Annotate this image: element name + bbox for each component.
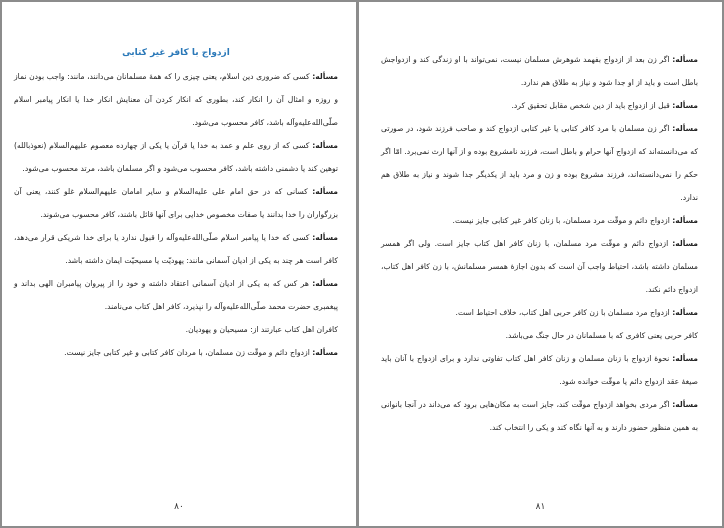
paragraph-text: کسی که خدا یا پیامبر اسلام صلّی‌الله‌علیه‌وآله را قبول ندارد یا برای خدا شریکی قرار می‌دهد، کافر است هر چند به یکی از ادیان آسمانی مانند: یهودیّت یا مسیحیّت ایمان داشته باشد. [14, 233, 338, 265]
paragraph-text: ازدواج دائم و موقّت مرد مسلمان، با زنان کافر غیر کتابی جایز نیست. [452, 216, 673, 225]
paragraph-text: کسی که از روی علم و عمد به خدا یا قرآن یا یکی از چهارده معصوم علیهم‌السلام (نعوذبالله) توهین کند یا دشمنی داشته باشد، کافر محسوب می‌شود و اگر مسلمان باشد، مرتد محسوب می‌شود. [14, 141, 338, 173]
issue-label: مسأله: [672, 308, 698, 317]
paragraph-text: کافران اهل کتاب عبارتند از: مسیحیان و یهودیان. [185, 325, 338, 334]
page-title: ازدواج با کافر غیر کتابی [122, 48, 230, 58]
paragraph [381, 117, 698, 209]
issue-label: مسأله: [312, 279, 338, 288]
paragraph-text: ازدواج دائم و موقّت زن مسلمان، با مردان کافر کتابی و غیر کتابی جایز نیست. [64, 348, 313, 357]
paragraph [381, 209, 698, 232]
paragraph-text: ازدواج مرد مسلمان با زن کافر حربی اهل کتاب، خلاف احتیاط است. [455, 308, 673, 317]
paragraph [14, 272, 338, 318]
issue-label: مسأله: [312, 348, 338, 357]
paragraph [14, 341, 338, 364]
issue-label: مسأله: [312, 141, 338, 150]
paragraph-text: اگر مردی بخواهد ازدواج موقّت کند، جایز است به مکان‌هایی برود که می‌داند در آنجا بانوانی به همین منظور حضور دارند و به آنها نگاه کند و یکی را انتخاب کند. [381, 400, 698, 432]
paragraph-text: ازدواج دائم و موقّت مرد مسلمان، با زنان کافر اهل کتاب جایز است. ولی اگر همسر مسلمان داشته باشد، احتیاط واجب آن است که بدون اجازهٔ همسر مسلمانش، با زن کافر اهل کتاب، ازدواج دائم نکند. [381, 239, 698, 294]
issue-label: مسأله: [672, 101, 698, 110]
paragraph-text: اگر زن مسلمان با مرد کافر کتابی یا غیر کتابی ازدواج کند و صاحب فرزند شود، در صورتی که می‌دانسته‌اند که ازدواج آنها حرام و باطل است، فرزند نامشروع بوده و از آنها ارث نمی‌برد. امّا اگر حکم را نمی‌دانسته‌اند، فرزند مشروع بوده و زن و مرد باید از یکدیگر جدا شوند و نیاز به طلاق هم ندارد. [381, 124, 698, 202]
paragraph [381, 301, 698, 324]
paragraph-text: کسی که ضروری دین اسلام، یعنی چیزی را که همهٔ مسلمانان می‌دانند، مانند: واجب بودن نماز و روزه و امثال آن را انکار کند، بطوری که انکار کردن آن معنایش انکار خدا یا انکار پیامبر اسلام صلّی‌الله‌علیه‌وآله باشد، کافر محسوب می‌شود. [14, 72, 338, 127]
page-number: ٨٠ [174, 502, 184, 512]
paragraph [381, 347, 698, 393]
paragraph-text: اگر زن بعد از ازدواج بفهمد شوهرش مسلمان نیست، نمی‌تواند با او زندگی کند و ازدواجش باطل است و باید از او جدا شود و نیاز به طلاق هم ندارد. [381, 55, 698, 87]
issue-label: مسأله: [312, 187, 338, 196]
paragraph [381, 324, 698, 347]
issue-label: مسأله: [672, 124, 698, 133]
paragraph [381, 48, 698, 94]
right-page-text [359, 48, 722, 439]
issue-label: مسأله: [672, 400, 698, 409]
paragraph-text: قبل از ازدواج باید از دین شخص مقابل تحقیق کرد. [511, 101, 673, 110]
paragraph-text: هر کس که به یکی از ادیان آسمانی اعتقاد داشته و خود را از پیروان پیامبران الهی بداند و پیغمبری حضرت محمد صلّی‌الله‌علیه‌وآله را نپذیرد، کافر اهل کتاب می‌نامند. [14, 279, 338, 311]
paragraph-text: نحوهٔ ازدواج با زنان مسلمان و زنان کافر اهل کتاب تفاوتی ندارد و برای ازدواج با آنان باید صیغهٔ عقد ازدواج دائم یا موقّت خوانده شود. [381, 354, 698, 386]
paragraph [381, 232, 698, 301]
paragraph-text: کافر حربی یعنی کافری که با مسلمانان در حال جنگ می‌باشد. [505, 331, 698, 340]
issue-label: مسأله: [312, 72, 338, 81]
right-page [359, 2, 722, 526]
left-page-text [2, 48, 356, 364]
left-page [2, 2, 356, 526]
paragraph-text: کسانی که در حق امام علی علیه‌السلام و سایر امامان علیهم‌السلام غلو کنند، یعنی آن بزرگواران را خدا بدانند یا صفات مخصوص خدایی برای آنها قائل باشند، کافر محسوب می‌شوند. [14, 187, 338, 219]
issue-label: مسأله: [312, 233, 338, 242]
paragraph [14, 65, 338, 134]
paragraph [14, 134, 338, 180]
page-number: ٨١ [535, 502, 546, 512]
paragraph [14, 318, 338, 341]
paragraph [14, 226, 338, 272]
paragraph [381, 393, 698, 439]
issue-label: مسأله: [672, 216, 698, 225]
issue-label: مسأله: [672, 239, 698, 248]
paragraph [381, 94, 698, 117]
issue-label: مسأله: [672, 55, 698, 64]
paragraph [14, 180, 338, 226]
issue-label: مسأله: [672, 354, 698, 363]
